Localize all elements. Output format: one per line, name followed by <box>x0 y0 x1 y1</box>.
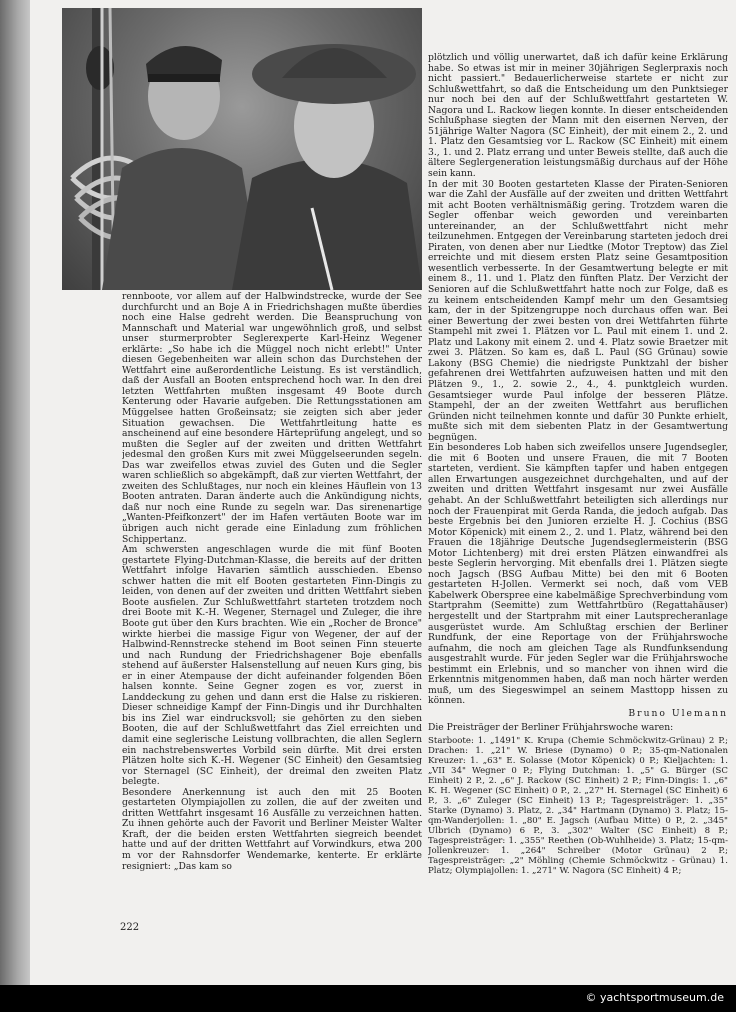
footer-bar <box>0 985 736 1012</box>
left-paragraph-3: Besondere Anerkennung ist auch den mit 25 Booten gestarteten Olympiajollen zu zollen, die auf der zweiten und dritten Wettfahrt insgesamt 16 Ausfälle zu verzeichnen hatten. Zu ihnen gehörte auch der Favorit und Berliner Meister Walter Kraft, der die beiden ersten Wettfahrten siegreich beendet hatte und auf der dritten Wettfahrt auf Vorwindkurs, etwa 200 m vor der Rahnsdorfer Wendemarke, kenterte. Er erklärte resigniert: „Das kam so <box>122 786 422 872</box>
sailors-illustration <box>62 8 422 290</box>
right-paragraph-1: plötzlich und völlig unerwartet, daß ich dafür keine Erklärung habe. So etwas ist mir in meiner 30jährigen Seglerpraxis noch nicht passiert." Bedauerlicherweise startete er nicht zur Schlußwettfahrt, so daß die Entscheidung um den Punktsieger nur noch bei den auf der Schlußwettfahrt gestarteten W. Nagora und L. Rackow liegen konnte. In dieser entscheidenden Schlußphase siegten der Mann mit den eisernen Nerven, der 51jährige Walter Nagora (SC Einheit), der mit einem 2., 2. und 1. Platz den Gesamtsieg vor L. Rackow (SC Einheit) mit einem 3., 1. und 2. Platz errang und unter Beweis stellte, daß auch die ältere Seglergeneration leistungsmäßig durchaus auf der Höhe sein kann. <box>428 53 728 180</box>
article-left-column <box>122 292 422 922</box>
left-paragraph-2: Am schwersten angeschlagen wurde die mit fünf Booten gestartete Flying-Dutchman-Klasse, die bereits auf der dritten Wettfahrt infolge Havarien sämtlich ausschieden. Ebenso schwer hatten die mit elf Booten gestarteten Finn-Dingis zu leiden, von denen auf der zweiten und dritten Wettfahrt sieben Boote ausfielen. Zur Schlußwettfahrt starteten trotzdem noch drei Boote mit K.-H. Wegener, Sternagel und Zuleger, die ihre Boote gut über den Kurs brachten. Wie ein „Rocher de Bronce" wirkte hierbei die massige Figur von Wegener, der auf der Halbwind-Rennstrecke stehend im Boot seinen Finn steuerte und nach Rundung der Friedrichshagener Boje ebenfalls stehend auf äußerster Halsenstellung auf neuen Kurs ging, bis er in einer Atempause der dicht aufeinander folgenden Böen halsen konnte. Seine Gegner zogen es vor, zuerst in Landdeckung zu gehen und dann erst die Halse zu riskieren. Dieser schneidige Kampf der Finn-Dingis und ihr Durchhalten bis ins Ziel war eindrucksvoll; sie gehörten zu den sieben Booten, die auf der Schlußwettfahrt das Ziel erreichten und damit eine seglerische Leistung vollbrachten, die allen Seglern ein nachstrebenswertes Vorbild sein dürfte. Mit drei ersten Plätzen holte sich K.-H. Wegener (SC Einheit) den Gesamtsieg vor Sternagel (SC Einheit), der dreimal den zweiten Platz belegte. <box>122 544 422 788</box>
author-signature: Bruno Ulemann <box>628 707 728 719</box>
page-number: 222 <box>120 922 140 933</box>
right-paragraph-2: In der mit 30 Booten gestarteten Klasse der Piraten-Senioren war die Zahl der Ausfälle auf der zweiten und dritten Wettfahrt mit acht Booten verhältnismäßig gering. Trotzdem waren die Segler offenbar weich geworden und vereinbarten untereinander, an der Schlußwettfahrt nicht mehr teilzunehmen. Entgegen der Vereinbarung starteten jedoch drei Piraten, von denen aber nur Liedtke (Motor Treptow) das Ziel erreichte und mit diesem ersten Platz seine Gesamtposition wesentlich verbesserte. In der Gesamtwertung belegte er mit einem 8., 11. und 1. Platz den fünften Platz. Der Verzicht der Senioren auf die Schlußwettfahrt hatte noch zur Folge, daß es zu keinem entscheidenden Kampf mehr um den Gesamtsieg kam, der in der Spitzengruppe noch durchaus offen war. Bei einer Bewertung der zwei besten von drei Wettfahrten führte Stampehl mit zwei 1. Plätzen vor L. Paul mit einem 1. und 2. Platz und Lakony mit einem 2. und 4. Platz sowie Braetzer mit zwei 3. Plätzen. So kam es, daß L. Paul (SG Grünau) sowie Lakony (BSG Chemie) die niedrigste Punktzahl der bisher gefahrenen drei Wettfahrten aufzuweisen hatten und mit den Plätzen 9., 1., 2. sowie 2., 4., 4. punktgleich wurden. Gesamtsieger wurde Paul infolge der besseren Plätze. Stampehl, der an der zweiten Wettfahrt aus beruflichen Gründen nicht teilnehmen konnte und dafür 30 Punkte erhielt, mußte sich mit dem siebenten Platz in der Gesamtwertung begnügen. <box>428 178 728 443</box>
watermark: © yachtsportmuseum.de <box>585 991 724 1004</box>
right-paragraph-3: Ein besonderes Lob haben sich zweifellos unsere Jugendsegler, die mit 6 Booten und unsere Frauen, die mit 7 Booten starteten, verdient. Sie kämpften tapfer und haben entgegen allen Erwartungen ausgezeichnet durchgehalten, und auf der zweiten und dritten Wettfahrt insgesamt nur zwei Ausfälle gehabt. An der Schlußwettfahrt beteiligten sich allerdings nur noch der Frauenpirat mit Gerda Randa, die jedoch aufgab. Das beste Ergebnis bei den Junioren erzielte H. J. Cochius (BSG Motor Köpenick) mit einem 2., 2. und 1. Platz, während bei den Frauen die 18jährige Deutsche Jugendseglermeisterin (BSG Motor Lichtenberg) mit drei ersten Plätzen einwandfrei als beste Seglerin hervorging. Mit ebenfalls drei 1. Plätzen siegte noch Jagsch (BSG Aufbau Mitte) bei den mit 6 Booten gestarteten H-Jollen. Vermerkt sei noch, daß vom VEB Kabelwerk Oberspree eine kabelmäßige Sprechverbindung vom Startprahm (Seemitte) zum Wettfahrtbüro (Regattahäuser) hergestellt und der Startprahm mit einer Lautsprecheranlage ausgerüstet wurde. Am Schlußtag erschien der Berliner Rundfunk, der eine Reportage von der Frühjahrswoche aufnahm, die noch am gleichen Tage als Rundfunksendung ausgestrahlt wurde. Für jeden Segler war die Frühjahrswoche bestimmt ein Erlebnis, und so mancher von ihnen wird die Erkenntnis mitgenommen haben, daß man noch härter werden muß, um des Siegeswimpel an seinem Masttopp hissen zu können. <box>428 442 728 707</box>
prize-heading: Die Preisträger der Berliner Frühjahrswoche waren: <box>428 722 674 734</box>
article-right-column <box>428 53 728 921</box>
sailors-photo <box>62 8 422 290</box>
left-paragraph-1: rennboote, vor allem auf der Halbwindstrecke, wurde der See durchfurcht und an Boje A in Friedrichshagen mußte überdies noch eine Halse gedreht werden. Die Beanspruchung von Mannschaft und Material war ungewöhnlich groß, und selbst unser sturmerprobter Seglerexperte Karl-Heinz Wegener erklärte: „So habe ich die Müggel noch nicht erlebt!" Unter diesen Gegebenheiten war allein schon das Durchstehen der Wettfahrt eine außerordentliche Leistung. Es ist verständlich, daß der Ausfall an Booten entsprechend hoch war. In den drei letzten Wettfahrten mußten insgesamt 49 Boote durch Kenterung oder Havarie aufgeben. Die Rettungsstationen am Müggelsee hatten Großeinsatz; sie zeigten sich aber jeder Situation gewachsen. Die Wettfahrtleitung hatte es anscheinend auf eine besondere Härteprüfung angelegt, und so mußten die Segler auf der zweiten und dritten Wettfahrt jedesmal den großen Kurs mit zwei Müggelseerunden segeln. Das war zweifellos etwas zuviel des Guten und die Segler waren schließlich so abgekämpft, daß zur vierten Wettfahrt, der zweiten des Schlußtages, nur noch ein kleines Häuflein von 13 Booten antraten. Daran änderte auch die Ankündigung nichts, daß nur noch eine Runde zu segeln war. Das sirenenartige „Wanten-Pfeifkonzert" der im Hafen vertäuten Boote war im übrigen auch nicht gerade eine Einladung zum fröhlichen Schippertanz. <box>122 292 422 545</box>
prize-list: Starboote: 1. „1491" K. Krupa (Chemie Schmöckwitz-Grünau) 2 P.; Drachen: 1. „21" W. Briese (Dynamo) 0 P.; 35-qm-Nationalen Kreuzer: 1. „63" E. Solasse (Motor Köpenick) 0 P.; Kieljachten: 1. „VII 34" Wegner 0 P.; Flying Dutchman: 1. „5" G. Bürger (SC Einheit) 2 P., 2. „6" J. Rackow (SC Einheit) 2 P.; Finn-Dingis: 1. „6" K. H. Wegener (SC Einheit) 0 P., 2. „27" H. Sternagel (SC Einheit) 6 P., 3. „6" Zuleger (SC Einheit) 13 P.; Tagespreisträger: 1. „35" Starke (Dynamo) 3. Platz, 2. „34" Hartmann (Dynamo) 3. Platz; 15-qm-Wanderjollen: 1. „80" E. Jagsch (Aufbau Mitte) 0 P., 2. „345" Ulbrich (Dynamo) 6 P., 3. „302" Walter (SC Einheit) 8 P.; Tagespreisträger: 1. „355" Reethen (Ob-Wuhlheide) 3. Platz; 15-qm-Jollenkreuzer: 1. „264" Schreiber (Motor Grünau) 2 P.; Tagespreisträger: „2" Möhling (Chemie Schmöckwitz - Grünau) 1. Platz; Olympiajollen: 1. „271" W. Nagora (SC Einheit) 4 P.; <box>428 736 728 876</box>
